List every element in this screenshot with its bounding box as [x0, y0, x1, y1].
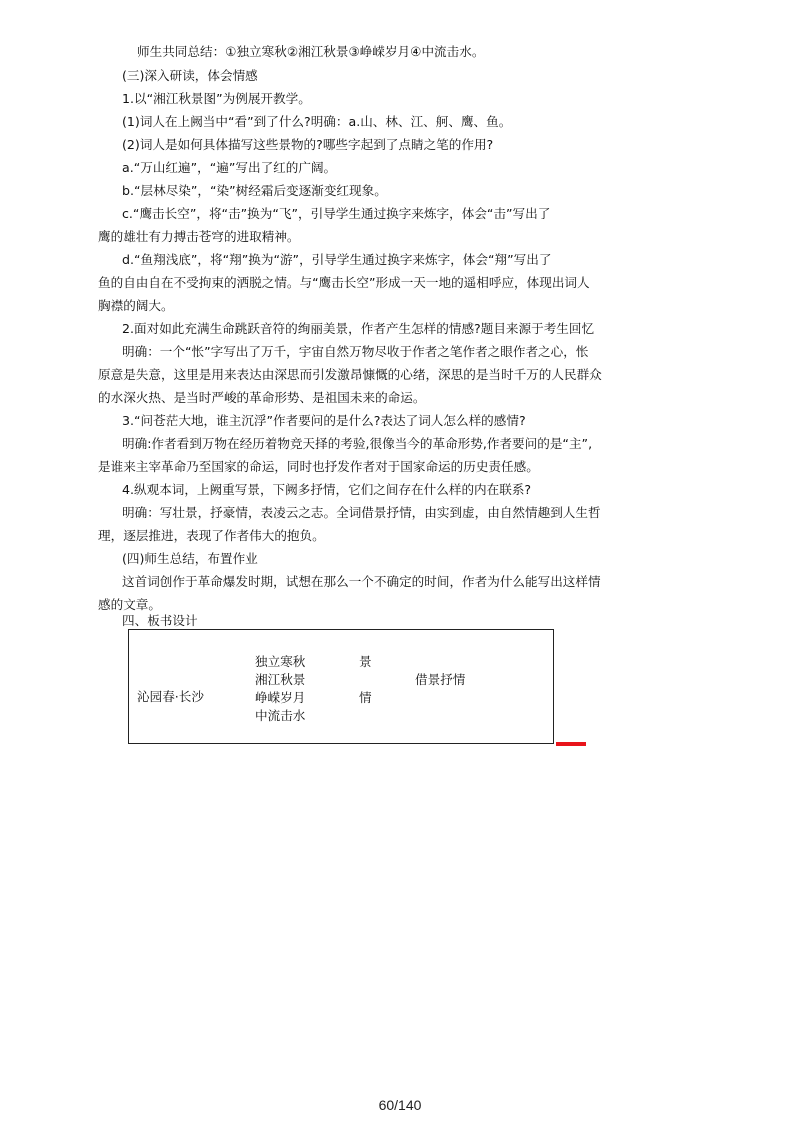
board-item: 峥嵘岁月 — [255, 690, 306, 705]
text-line: 2.面对如此充满生命跳跃音符的绚丽美景，作者产生怎样的情感?题目来源于考生回忆 — [122, 321, 595, 336]
text-line: 理，逐层推进，表现了作者伟大的抱负。 — [98, 528, 325, 543]
text-line: 师生共同总结：①独立寒秋②湘江秋景③峥嵘岁月④中流击水。 — [137, 44, 485, 59]
text-line: 是谁来主宰革命乃至国家的命运，同时也抒发作者对于国家命运的历史责任感。 — [98, 459, 539, 474]
text-line: 胸襟的阔大。 — [98, 298, 174, 313]
board-summary: 借景抒情 — [415, 672, 466, 687]
board-scene-label: 景 — [359, 654, 372, 669]
text-line: b.“层林尽染”，“染”树经霜后变逐渐变红现象。 — [122, 183, 387, 198]
text-line: 3.“问苍茫大地，谁主沉浮”作者要问的是什么?表达了词人怎么样的感情? — [122, 413, 526, 428]
page-number: 60/140 — [378, 1097, 422, 1113]
board-emotion-label: 情 — [359, 690, 372, 705]
text-line: c.“鹰击长空”，将“击”换为“飞”，引导学生通过换字来炼字，体会“击”写出了 — [122, 206, 551, 221]
section-heading: (三)深入研读，体会情感 — [122, 68, 258, 83]
text-line: 1.以“湘江秋景图”为例展开教学。 — [122, 91, 311, 106]
text-line: 这首词创作于革命爆发时期，试想在那么一个不确定的时间，作者为什么能写出这样情 — [122, 574, 601, 589]
board-item: 中流击水 — [255, 708, 306, 723]
text-line: 感的文章。 — [98, 597, 161, 612]
text-line: 鱼的自由自在不受拘束的洒脱之情。与“鹰击长空”形成一天一地的遥相呼应，体现出词人 — [98, 275, 590, 290]
section-heading: (四)师生总结，布置作业 — [122, 551, 258, 566]
text-line: (1)词人在上阙当中“看”到了什么?明确：a.山、林、江、舸、鹰、鱼。 — [122, 114, 512, 129]
text-line: 明确:作者看到万物在经历着物竞天择的考验,很像当今的革命形势,作者要问的是“主”, — [122, 436, 593, 451]
board-item: 湘江秋景 — [255, 672, 306, 687]
text-line: 原意是失意，这里是用来表达由深思而引发激昂慷慨的心绪，深思的是当时千万的人民群众 — [98, 367, 602, 382]
text-line: d.“鱼翔浅底”，将“翔”换为“游”，引导学生通过换字来炼字，体会“翔”写出了 — [122, 252, 552, 267]
text-line: 鹰的雄壮有力搏击苍穹的进取精神。 — [98, 229, 300, 244]
text-line: a.“万山红遍”，“遍”写出了红的广阔。 — [122, 160, 337, 175]
text-line: 4.纵观本词，上阙重写景，下阙多抒情，它们之间存在什么样的内在联系? — [122, 482, 532, 497]
text-line: 的水深火热、是当时严峻的革命形势、是祖国未来的命运。 — [98, 390, 426, 405]
board-design-box — [128, 629, 554, 744]
text-line: 明确：写壮景，抒豪情，表凌云之志。全词借景抒情，由实到虚，由自然情趣到人生哲 — [122, 505, 601, 520]
board-item: 独立寒秋 — [255, 654, 306, 669]
text-line: (2)词人是如何具体描写这些景物的?哪些字起到了点睛之笔的作用? — [122, 137, 494, 152]
text-line: 明确：一个“怅”字写出了万千，宇宙自然万物尽收于作者之笔作者之眼作者之心，怅 — [122, 344, 589, 359]
red-marker — [556, 742, 586, 746]
section-heading: 四、板书设计 — [122, 613, 198, 628]
board-title: 沁园春·长沙 — [137, 689, 204, 704]
